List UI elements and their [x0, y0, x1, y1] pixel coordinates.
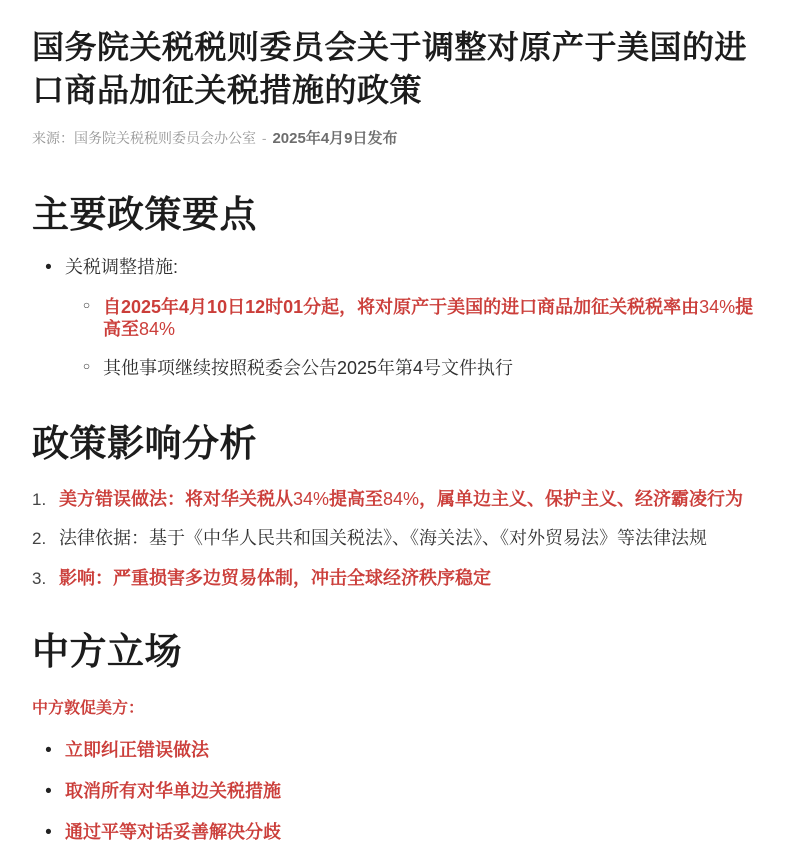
list-subitem-other-matters [32, 357, 770, 380]
text-run-number: 34% [293, 488, 330, 509]
stance-item-dialogue [32, 821, 770, 845]
bullet-disc-icon: • [45, 257, 52, 278]
text-run: 提高至 [103, 296, 754, 340]
bullet-disc-icon: • [45, 740, 52, 762]
bullet-circle-icon: ○ [82, 297, 91, 312]
list-item-text: 关税调整措施: [65, 257, 179, 277]
impact-ordered-list [32, 488, 770, 590]
ordered-item-us-wrongdoing [32, 488, 770, 511]
text-run: 提高至 [329, 488, 384, 509]
source-separator: - [261, 129, 267, 146]
legal-basis-text: 法律依据：基于《中华人民共和国关税法》、《海关法》、《对外贸易法》等法律法规 [59, 528, 707, 548]
stance-item-cancel-tariffs [32, 780, 770, 804]
stance-item-text: 通过平等对话妥善解决分歧 [65, 821, 281, 842]
stance-lead-text: 中方敦促美方： [32, 700, 145, 718]
section-heading-impact: 政策影响分析 [32, 423, 257, 465]
tariff-increase-text [103, 296, 770, 341]
text-run: ，属单边主义、保护主义、经济霸凌行为 [419, 488, 744, 509]
text-run: 美方错误做法：将对华关税从 [59, 488, 293, 509]
publish-date: 2025年4月9日发布 [272, 129, 398, 147]
section-heading-stance: 中方立场 [32, 631, 182, 672]
us-wrongdoing-text [59, 488, 770, 511]
list-item-tariff-measures [32, 256, 770, 280]
text-run-number: 84% [139, 319, 176, 340]
item-number: 3. [32, 568, 47, 588]
bullet-circle-icon: ○ [82, 358, 91, 373]
list-subitem-tariff-increase [32, 296, 770, 341]
bullet-disc-icon: • [45, 821, 52, 843]
item-number: 1. [32, 489, 47, 509]
source-line [32, 127, 770, 148]
text-run: 自2025年4月10日12时01分起，将对原产于美国的进口商品加征关税税率由 [103, 296, 700, 317]
item-number: 2. [32, 529, 47, 548]
ordered-item-impact [32, 567, 770, 590]
bullet-disc-icon: • [45, 781, 52, 802]
impact-text: 影响：严重损害多边贸易体制，冲击全球经济秩序稳定 [59, 567, 491, 588]
ordered-item-legal-basis [32, 527, 770, 550]
other-matters-text: 其他事项继续按照税委会公告2025年第4号文件执行 [103, 357, 514, 378]
key-points-list [32, 256, 770, 379]
section-heading-key-points: 主要政策要点 [32, 193, 257, 235]
page-title: 国务院关税税则委员会关于调整对原产于美国的进口商品加征关税措施的政策 [32, 29, 748, 108]
stance-item-text: 取消所有对华单边关税措施 [65, 781, 281, 801]
stance-item-text: 立即纠正错误做法 [65, 740, 209, 761]
text-run-number: 34% [699, 296, 736, 317]
text-run-number: 84% [383, 488, 420, 509]
stance-item-correct-mistakes [32, 739, 770, 763]
source-label: 来源：国务院关税税则委员会办公室 [32, 129, 256, 146]
stance-list [32, 739, 770, 844]
